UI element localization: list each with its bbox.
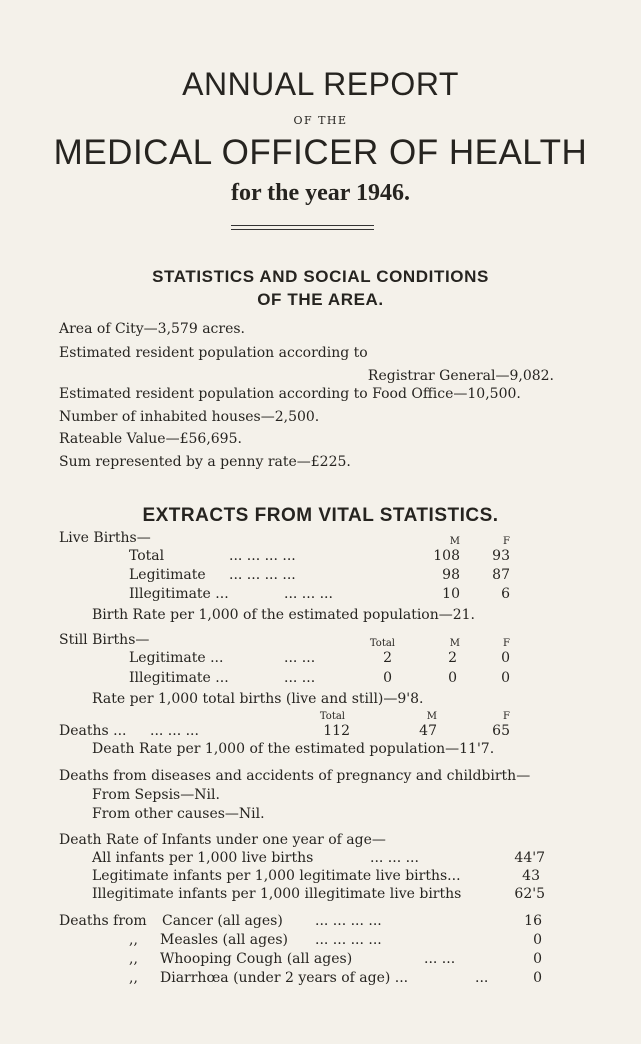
leader-dots: ... ... — [284, 670, 316, 686]
pregnancy-deaths: Deaths from diseases and accidents of pregnancy and childbirth— — [59, 768, 531, 784]
deaths-total: 112 — [323, 723, 350, 739]
stats-heading-line1: STATISTICS AND SOCIAL CONDITIONS — [152, 267, 489, 286]
cause-value: 0 — [533, 970, 542, 986]
infant-row-label: Legitimate infants per 1,000 legitimate live births... — [92, 868, 461, 884]
col-m: M — [449, 638, 460, 649]
leader-dots: ... ... ... — [284, 586, 333, 602]
stat-line: Area of City—3,579 acres. — [59, 321, 245, 337]
vital-heading: EXTRACTS FROM VITAL STATISTICS. — [142, 505, 499, 526]
cause-label: Whooping Cough (all ages) — [160, 951, 353, 967]
male-value: 98 — [442, 567, 460, 583]
other-causes-deaths: From other causes—Nil. — [92, 806, 265, 822]
birth-rate: Birth Rate per 1,000 of the estimated population—21. — [92, 607, 476, 623]
leader-dots: ... ... ... — [150, 723, 199, 739]
male-value: 2 — [448, 650, 457, 666]
of-the: OF THE — [293, 114, 348, 127]
deaths-female: 65 — [492, 723, 510, 739]
leader-dots: ... ... ... ... — [315, 932, 382, 948]
cause-prefix: ,, — [129, 951, 138, 967]
female-value: 0 — [501, 650, 510, 666]
female-value: 0 — [501, 670, 510, 686]
row-label: Illegitimate ... — [129, 670, 229, 686]
infant-heading: Death Rate of Infants under one year of age— — [59, 832, 386, 848]
stat-line: Estimated resident population according to — [59, 345, 368, 361]
leader-dots: ... ... ... ... — [315, 913, 382, 929]
report-year: for the year 1946. — [230, 180, 411, 206]
cause-prefix: ,, — [129, 932, 138, 948]
stat-line: Estimated resident population according to Food Office—10,500. — [59, 386, 521, 402]
still-births-label: Still Births— — [59, 632, 150, 648]
cause-label: Measles (all ages) — [160, 932, 289, 948]
female-value: 6 — [501, 586, 510, 602]
total-value: 0 — [383, 670, 392, 686]
leader-dots: ... ... ... ... — [229, 548, 296, 564]
deaths-male: 47 — [419, 723, 437, 739]
col-f: F — [503, 711, 510, 722]
row-label: Illegitimate ... — [129, 586, 229, 602]
stat-line: Sum represented by a penny rate—£225. — [59, 454, 351, 470]
leader-dots: ... ... ... — [370, 850, 419, 866]
col-f: F — [503, 638, 510, 649]
cause-label: Cancer (all ages) — [162, 913, 283, 929]
sepsis-deaths: From Sepsis—Nil. — [92, 787, 220, 803]
female-value: 93 — [492, 548, 510, 564]
infant-row-label: Illegitimate infants per 1,000 illegitimate live births — [92, 886, 462, 902]
cause-value: 0 — [533, 951, 542, 967]
col-m: M — [449, 536, 460, 547]
col-total: Total — [319, 711, 345, 722]
infant-row-label: All infants per 1,000 live births — [92, 850, 314, 866]
male-value: 108 — [433, 548, 460, 564]
stat-line: Number of inhabited houses—2,500. — [59, 409, 320, 425]
row-label: Legitimate ... — [129, 650, 224, 666]
female-value: 87 — [492, 567, 510, 583]
cause-prefix: ,, — [129, 970, 138, 986]
cause-prefix: Deaths from — [59, 913, 147, 929]
live-births-label: Live Births— — [59, 530, 151, 546]
col-m: M — [426, 711, 437, 722]
stat-line: Rateable Value—£56,695. — [59, 431, 242, 447]
leader-dots: ... ... — [424, 951, 456, 967]
male-value: 10 — [442, 586, 460, 602]
col-f: F — [503, 536, 510, 547]
report-title: ANNUAL REPORT — [182, 66, 459, 102]
deaths-label: Deaths ... — [59, 723, 127, 739]
infant-value: 44'7 — [514, 850, 545, 866]
still-birth-rate: Rate per 1,000 total births (live and still)—9'8. — [92, 691, 424, 707]
cause-label: Diarrhœa (under 2 years of age) ... — [160, 970, 409, 986]
leader-dots: ... ... ... ... — [229, 567, 296, 583]
infant-value: 62'5 — [514, 886, 545, 902]
stat-line: Registrar General—9,082. — [367, 368, 554, 384]
col-total: Total — [369, 638, 395, 649]
row-label: Legitimate — [129, 567, 206, 583]
report-subtitle: MEDICAL OFFICER OF HEALTH — [53, 133, 588, 172]
male-value: 0 — [448, 670, 457, 686]
row-label: Total — [129, 548, 165, 564]
leader-dots: ... — [475, 970, 489, 986]
double-rule-divider — [231, 225, 374, 230]
cause-value: 0 — [533, 932, 542, 948]
stats-heading-line2: OF THE AREA. — [257, 290, 384, 309]
leader-dots: ... ... — [284, 650, 316, 666]
death-rate: Death Rate per 1,000 of the estimated population—11'7. — [92, 741, 495, 757]
total-value: 2 — [383, 650, 392, 666]
cause-value: 16 — [524, 913, 542, 929]
infant-value: 43 — [522, 868, 540, 884]
